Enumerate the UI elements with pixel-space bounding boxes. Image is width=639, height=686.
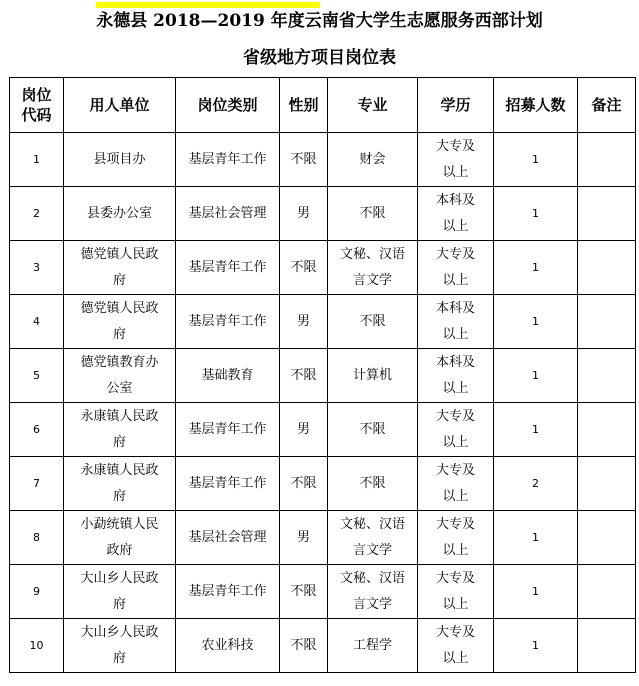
cell-unit-text: 县委办公室 — [86, 205, 152, 221]
cell-education — [418, 403, 494, 457]
header-code: 岗位代码 — [10, 78, 64, 133]
cell-unit-text: 永康镇人民政府 — [80, 462, 159, 504]
cell-category-text: 基层青年工作 — [188, 475, 267, 491]
cell-major — [328, 403, 418, 457]
cell-category — [176, 295, 280, 349]
cell-unit — [64, 565, 176, 619]
cell-code-text: 4 — [33, 314, 40, 328]
cell-count — [494, 349, 578, 403]
document-subtitle: 省级地方项目岗位表 — [243, 48, 396, 68]
cell-unit-text: 永康镇人民政府 — [80, 408, 159, 450]
cell-note — [578, 511, 636, 565]
cell-category-text: 基层社会管理 — [188, 529, 267, 545]
cell-major-text: 不限 — [359, 421, 386, 437]
cell-code — [10, 349, 64, 403]
cell-gender-text: 男 — [296, 529, 310, 545]
table-row — [10, 349, 636, 403]
header-count: 招募人数 — [494, 78, 578, 133]
cell-major-text: 计算机 — [352, 367, 392, 383]
cell-category-text: 基层青年工作 — [188, 421, 267, 437]
document-title: 永德县 2018—2019 年度云南省大学生志愿服务西部计划 — [96, 11, 543, 31]
cell-count-text: 1 — [532, 206, 539, 220]
cell-count — [494, 565, 578, 619]
cell-major-text: 文秘、汉语言文学 — [339, 570, 405, 612]
cell-unit-text: 大山乡人民政府 — [80, 570, 159, 612]
cell-code-text: 7 — [33, 476, 40, 490]
cell-major — [328, 241, 418, 295]
cell-gender-text: 不限 — [290, 637, 317, 653]
header-gender: 性别 — [280, 78, 328, 133]
cell-code-text: 1 — [33, 152, 40, 166]
table-row — [10, 457, 636, 511]
cell-code-text: 10 — [29, 638, 44, 652]
title-highlight — [96, 2, 320, 8]
cell-count-text: 1 — [532, 584, 539, 598]
cell-count-text: 1 — [532, 314, 539, 328]
table-row — [10, 187, 636, 241]
cell-major — [328, 133, 418, 187]
cell-unit-text: 小勐统镇人民政府 — [80, 516, 159, 558]
cell-code-text: 3 — [33, 260, 40, 274]
cell-gender — [280, 619, 328, 673]
cell-code-text: 6 — [33, 422, 40, 436]
cell-code — [10, 187, 64, 241]
cell-code-text: 2 — [33, 206, 40, 220]
cell-code — [10, 565, 64, 619]
cell-note — [578, 133, 636, 187]
cell-code — [10, 403, 64, 457]
cell-gender-text: 男 — [296, 313, 310, 329]
cell-education-text: 大专及以上 — [435, 408, 475, 450]
cell-major-text: 工程学 — [352, 637, 392, 653]
cell-education — [418, 241, 494, 295]
table-row — [10, 133, 636, 187]
cell-education-text: 本科及以上 — [435, 354, 475, 396]
cell-gender — [280, 403, 328, 457]
cell-gender — [280, 565, 328, 619]
cell-note — [578, 349, 636, 403]
cell-gender — [280, 187, 328, 241]
cell-education-text: 大专及以上 — [435, 462, 475, 504]
cell-count — [494, 295, 578, 349]
cell-education-text: 大专及以上 — [435, 624, 475, 666]
cell-count — [494, 133, 578, 187]
cell-note — [578, 457, 636, 511]
cell-education — [418, 133, 494, 187]
cell-code-text: 9 — [33, 584, 40, 598]
cell-category — [176, 511, 280, 565]
cell-education — [418, 295, 494, 349]
cell-education — [418, 457, 494, 511]
cell-category — [176, 403, 280, 457]
cell-major — [328, 511, 418, 565]
cell-major-text: 不限 — [359, 313, 386, 329]
cell-note — [578, 241, 636, 295]
cell-code — [10, 619, 64, 673]
cell-category — [176, 241, 280, 295]
cell-gender — [280, 241, 328, 295]
header-unit: 用人单位 — [64, 78, 176, 133]
cell-gender-text: 不限 — [290, 151, 317, 167]
cell-education-text: 大专及以上 — [435, 516, 475, 558]
cell-note — [578, 187, 636, 241]
cell-code — [10, 295, 64, 349]
header-note: 备注 — [578, 78, 636, 133]
cell-unit-text: 德党镇教育办公室 — [80, 354, 159, 396]
cell-gender — [280, 349, 328, 403]
cell-category-text: 基层青年工作 — [188, 151, 267, 167]
cell-education — [418, 187, 494, 241]
cell-education — [418, 619, 494, 673]
cell-category — [176, 133, 280, 187]
cell-category-text: 基层社会管理 — [188, 205, 267, 221]
cell-category-text: 基层青年工作 — [188, 313, 267, 329]
cell-unit — [64, 295, 176, 349]
cell-count-text: 2 — [532, 476, 539, 490]
cell-education — [418, 565, 494, 619]
cell-education-text: 大专及以上 — [435, 246, 475, 288]
cell-major-text: 不限 — [359, 475, 386, 491]
cell-unit — [64, 241, 176, 295]
cell-note — [578, 295, 636, 349]
cell-gender — [280, 511, 328, 565]
cell-education-text: 大专及以上 — [435, 570, 475, 612]
cell-major-text: 财会 — [359, 151, 386, 167]
cell-major-text: 文秘、汉语言文学 — [339, 516, 405, 558]
table-row — [10, 511, 636, 565]
cell-count-text: 1 — [532, 530, 539, 544]
cell-unit — [64, 133, 176, 187]
cell-note — [578, 565, 636, 619]
table-row — [10, 565, 636, 619]
table-row — [10, 619, 636, 673]
cell-gender-text: 不限 — [290, 259, 317, 275]
header-education: 学历 — [418, 78, 494, 133]
cell-count — [494, 511, 578, 565]
table-row — [10, 295, 636, 349]
cell-unit-text: 县项目办 — [93, 151, 146, 167]
cell-note — [578, 619, 636, 673]
cell-unit — [64, 619, 176, 673]
cell-education — [418, 511, 494, 565]
cell-gender-text: 不限 — [290, 583, 317, 599]
cell-count — [494, 619, 578, 673]
cell-code — [10, 457, 64, 511]
cell-education-text: 大专及以上 — [435, 138, 475, 180]
cell-count — [494, 403, 578, 457]
cell-unit — [64, 511, 176, 565]
cell-category — [176, 457, 280, 511]
cell-gender — [280, 457, 328, 511]
cell-major — [328, 349, 418, 403]
cell-major — [328, 619, 418, 673]
cell-unit-text: 大山乡人民政府 — [80, 624, 159, 666]
cell-gender-text: 不限 — [290, 475, 317, 491]
cell-category — [176, 349, 280, 403]
cell-unit-text: 德党镇人民政府 — [80, 300, 159, 342]
cell-unit-text: 德党镇人民政府 — [80, 246, 159, 288]
header-category: 岗位类别 — [176, 78, 280, 133]
cell-code-text: 8 — [33, 530, 40, 544]
cell-gender — [280, 295, 328, 349]
cell-education-text: 本科及以上 — [435, 192, 475, 234]
cell-count-text: 1 — [532, 368, 539, 382]
cell-major-text: 文秘、汉语言文学 — [339, 246, 405, 288]
cell-count — [494, 457, 578, 511]
cell-note — [578, 403, 636, 457]
cell-education-text: 本科及以上 — [435, 300, 475, 342]
table-row — [10, 241, 636, 295]
cell-count-text: 1 — [532, 422, 539, 436]
cell-major — [328, 565, 418, 619]
cell-count-text: 1 — [532, 260, 539, 274]
cell-count — [494, 187, 578, 241]
cell-code — [10, 241, 64, 295]
cell-education — [418, 349, 494, 403]
cell-major — [328, 457, 418, 511]
cell-count — [494, 241, 578, 295]
positions-table — [9, 77, 636, 673]
cell-count-text: 1 — [532, 638, 539, 652]
cell-unit — [64, 187, 176, 241]
cell-gender — [280, 133, 328, 187]
cell-unit — [64, 403, 176, 457]
cell-major — [328, 187, 418, 241]
cell-category-text: 农业科技 — [201, 637, 254, 653]
cell-code — [10, 511, 64, 565]
cell-category-text: 基层青年工作 — [188, 259, 267, 275]
cell-category-text: 基础教育 — [201, 367, 254, 383]
cell-major — [328, 295, 418, 349]
cell-gender-text: 男 — [296, 205, 310, 221]
header-major: 专业 — [328, 78, 418, 133]
table-row — [10, 403, 636, 457]
table-header-row — [10, 78, 636, 133]
cell-major-text: 不限 — [359, 205, 386, 221]
cell-code-text: 5 — [33, 368, 40, 382]
cell-unit — [64, 349, 176, 403]
cell-gender-text: 男 — [296, 421, 310, 437]
cell-code — [10, 133, 64, 187]
cell-category — [176, 565, 280, 619]
cell-count-text: 1 — [532, 152, 539, 166]
cell-unit — [64, 457, 176, 511]
cell-gender-text: 不限 — [290, 367, 317, 383]
cell-category — [176, 187, 280, 241]
cell-category — [176, 619, 280, 673]
cell-category-text: 基层青年工作 — [188, 583, 267, 599]
